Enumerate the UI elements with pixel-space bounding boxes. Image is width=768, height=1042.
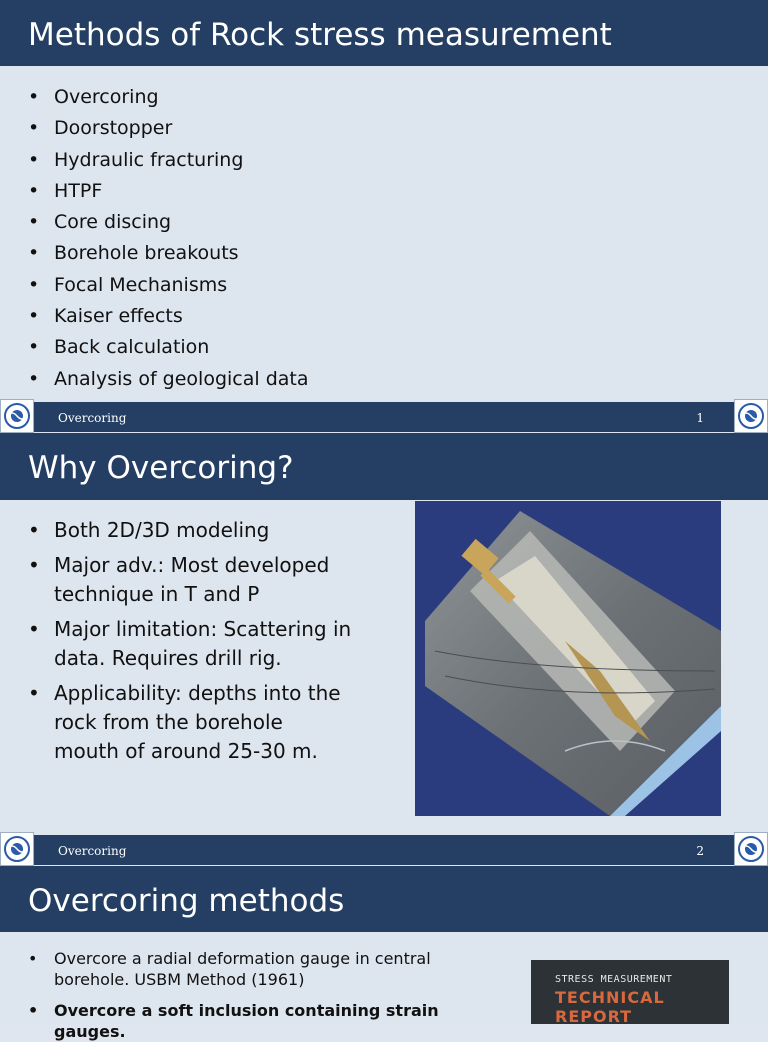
list-item: • Overcore a radial deformation gauge in central borehole. USBM Method (1961): [54, 948, 464, 990]
slide-3-title: Overcoring methods: [28, 883, 345, 919]
university-logo-icon: [734, 399, 768, 433]
slide-1-bullet-list: [54, 84, 309, 397]
slide-3: [0, 866, 768, 1041]
slide-3-bullet-list: [54, 948, 464, 1042]
slide-2-bullet-list: [54, 516, 354, 766]
university-logo-icon: [0, 832, 34, 866]
list-item: • HTPF: [54, 178, 309, 209]
list-item: • Core discing: [54, 209, 309, 240]
list-item: • Applicability: depths into the rock from the borehole mouth of around 25-30 m.: [54, 679, 354, 766]
slide-2-title: Why Overcoring?: [28, 450, 294, 486]
slide-2-footer: [0, 835, 768, 865]
list-item: • Hydraulic fracturing: [54, 147, 309, 178]
slide-1-title-bar: [0, 0, 768, 66]
list-item: • Focal Mechanisms: [54, 272, 309, 303]
slide-2-title-bar: [0, 433, 768, 500]
page-number: 2: [696, 844, 704, 858]
list-item: • Kaiser effects: [54, 303, 309, 334]
list-item: • Major limitation: Scattering in data. Requires drill rig.: [54, 615, 354, 673]
list-item: • Back calculation: [54, 334, 309, 365]
slide-1-title: Methods of Rock stress measurement: [28, 17, 612, 53]
slide-2: [0, 433, 768, 865]
page-number: 1: [696, 411, 704, 425]
list-item: • Borehole breakouts: [54, 240, 309, 271]
report-line-1: STRESS MEASUREMENT: [555, 974, 673, 985]
list-item: • Both 2D/3D modeling: [54, 516, 354, 545]
university-logo-icon: [0, 399, 34, 433]
footer-label: Overcoring: [58, 411, 127, 425]
slide-3-title-bar: [0, 866, 768, 932]
technical-report-cover: [531, 960, 729, 1024]
slide-1-footer: [0, 402, 768, 432]
list-item: • Doorstopper: [54, 115, 309, 146]
slide-1: [0, 0, 768, 432]
rock-core-illustration: [415, 501, 721, 816]
list-item: • Major adv.: Most developed technique in T and P: [54, 551, 354, 609]
list-item: • Analysis of geological data: [54, 366, 309, 397]
footer-label: Overcoring: [58, 844, 127, 858]
university-logo-icon: [734, 832, 768, 866]
report-line-2: TECHNICAL REPORT: [555, 988, 665, 1026]
list-item: • Overcore a soft inclusion containing strain gauges.: [54, 1000, 464, 1042]
list-item: • Overcoring: [54, 84, 309, 115]
overcoring-cell-photo: [415, 501, 721, 816]
